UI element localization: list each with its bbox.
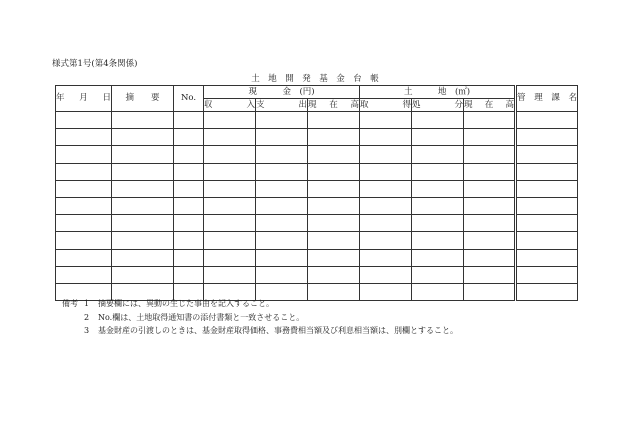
summary-cell (112, 112, 174, 129)
summary-cell (112, 232, 174, 249)
cash-payment-cell (256, 197, 308, 214)
cash-balance-cell (308, 197, 360, 214)
no-cell (174, 249, 204, 266)
cash-balance-cell (308, 163, 360, 180)
cash-payment-cell (256, 180, 308, 197)
land-acquire-cell (360, 215, 412, 232)
land-dispose-cell (412, 163, 464, 180)
no-cell (174, 266, 204, 283)
land-balance-cell (464, 197, 516, 214)
no-cell (174, 232, 204, 249)
dept-cell (516, 112, 578, 129)
cash-payment-cell (256, 266, 308, 283)
land-acquire-cell (360, 129, 412, 146)
note-text: No.欄は、土地取得通知書の添付書類と一致させること。 (98, 312, 305, 322)
table-row (56, 232, 578, 249)
land-balance-cell (464, 215, 516, 232)
cash-receipt-cell (204, 249, 256, 266)
date-cell (56, 215, 112, 232)
note-text: 基金財産の引渡しのときは、基金財産取得価格、事務費相当額及び利息相当額は、別欄とすること。 (98, 326, 458, 335)
table-row (56, 215, 578, 232)
summary-cell (112, 197, 174, 214)
land-balance-cell (464, 129, 516, 146)
summary-cell (112, 163, 174, 180)
land-dispose-cell (412, 215, 464, 232)
header-dept: 管理課名 (516, 86, 578, 112)
date-cell (56, 266, 112, 283)
cash-balance-cell (308, 266, 360, 283)
date-cell (56, 232, 112, 249)
cash-payment-cell (256, 146, 308, 163)
table-row (56, 180, 578, 197)
no-cell (174, 112, 204, 129)
cash-receipt-cell (204, 266, 256, 283)
ledger-title: 土 地 開 発 基 金 台 帳 (251, 74, 379, 84)
date-cell (56, 112, 112, 129)
land-acquire-cell (360, 232, 412, 249)
cash-receipt-cell (204, 232, 256, 249)
note-text: 摘要欄には、異動の生じた事由を記入すること。 (98, 299, 274, 308)
cash-balance-cell (308, 232, 360, 249)
summary-cell (112, 180, 174, 197)
land-acquire-cell (360, 249, 412, 266)
header-cash-payment: 支 出 (256, 99, 307, 110)
cash-balance-cell (308, 146, 360, 163)
land-balance-cell (464, 163, 516, 180)
no-cell (174, 180, 204, 197)
land-acquire-cell (360, 163, 412, 180)
summary-cell (112, 266, 174, 283)
land-dispose-cell (412, 197, 464, 214)
header-land: 土 地 (㎡) (360, 86, 516, 99)
cash-balance-cell (308, 129, 360, 146)
land-balance-cell (464, 146, 516, 163)
summary-cell (112, 249, 174, 266)
ledger-body (56, 112, 578, 301)
cash-receipt-cell (204, 129, 256, 146)
table-row (56, 129, 578, 146)
land-balance-cell (464, 249, 516, 266)
summary-cell (112, 146, 174, 163)
no-cell (174, 129, 204, 146)
date-cell (56, 249, 112, 266)
dept-cell (516, 163, 578, 180)
no-cell (174, 146, 204, 163)
date-cell (56, 197, 112, 214)
note-number: 3 (84, 326, 90, 335)
dept-cell (516, 266, 578, 283)
cash-receipt-cell (204, 163, 256, 180)
header-no: No. (174, 86, 204, 112)
cash-payment-cell (256, 249, 308, 266)
dept-cell (516, 197, 578, 214)
table-row (56, 112, 578, 129)
cash-receipt-cell (204, 197, 256, 214)
cash-payment-cell (256, 215, 308, 232)
cash-receipt-cell (204, 215, 256, 232)
cash-receipt-cell (204, 180, 256, 197)
land-dispose-cell (412, 112, 464, 129)
date-cell (56, 146, 112, 163)
header-cash: 現 金 (円) (204, 86, 360, 99)
dept-cell (516, 232, 578, 249)
land-dispose-cell (412, 249, 464, 266)
dept-cell (516, 283, 578, 300)
land-dispose-cell (412, 129, 464, 146)
land-balance-cell (464, 112, 516, 129)
land-dispose-cell (412, 232, 464, 249)
no-cell (174, 197, 204, 214)
land-acquire-cell (360, 112, 412, 129)
header-cash-receipt: 収 入 (204, 99, 255, 110)
cash-payment-cell (256, 163, 308, 180)
header-date: 年 月 日 (56, 86, 112, 112)
note-item (62, 311, 458, 325)
summary-cell (112, 215, 174, 232)
dept-cell (516, 215, 578, 232)
dept-cell (516, 129, 578, 146)
note-item (62, 324, 458, 338)
date-cell (56, 180, 112, 197)
ledger-table (55, 85, 578, 301)
cash-balance-cell (308, 249, 360, 266)
date-cell (56, 163, 112, 180)
cash-payment-cell (256, 112, 308, 129)
table-row (56, 146, 578, 163)
land-acquire-cell (360, 146, 412, 163)
dept-cell (516, 180, 578, 197)
land-balance-cell (464, 266, 516, 283)
cash-payment-cell (256, 129, 308, 146)
land-balance-cell (464, 180, 516, 197)
header-land-dispose: 処 分 (412, 99, 464, 110)
cash-balance-cell (308, 180, 360, 197)
cash-receipt-cell (204, 112, 256, 129)
land-dispose-cell (412, 266, 464, 283)
note-number: 1 (84, 299, 90, 308)
form-number: 様式第1号(第4条関係) (52, 59, 138, 69)
land-balance-cell (464, 283, 516, 300)
table-row (56, 249, 578, 266)
date-cell (56, 129, 112, 146)
cash-payment-cell (256, 232, 308, 249)
note-number: 2 (84, 312, 90, 322)
note-item (62, 297, 458, 311)
land-balance-cell (464, 232, 516, 249)
no-cell (174, 163, 204, 180)
header-summary: 摘 要 (112, 86, 174, 112)
notes (62, 297, 458, 338)
header-land-balance: 現 在 高 (464, 99, 515, 110)
land-acquire-cell (360, 266, 412, 283)
land-dispose-cell (412, 146, 464, 163)
header-cash-balance: 現 在 高 (308, 99, 360, 110)
summary-cell (112, 129, 174, 146)
cash-balance-cell (308, 215, 360, 232)
no-cell (174, 215, 204, 232)
land-acquire-cell (360, 197, 412, 214)
table-row (56, 197, 578, 214)
cash-balance-cell (308, 112, 360, 129)
land-acquire-cell (360, 180, 412, 197)
cash-receipt-cell (204, 146, 256, 163)
table-row (56, 163, 578, 180)
notes-lead: 備考 (62, 299, 78, 308)
dept-cell (516, 249, 578, 266)
dept-cell (516, 146, 578, 163)
header-land-acquire: 取 得 (360, 99, 412, 110)
land-dispose-cell (412, 180, 464, 197)
table-row (56, 266, 578, 283)
